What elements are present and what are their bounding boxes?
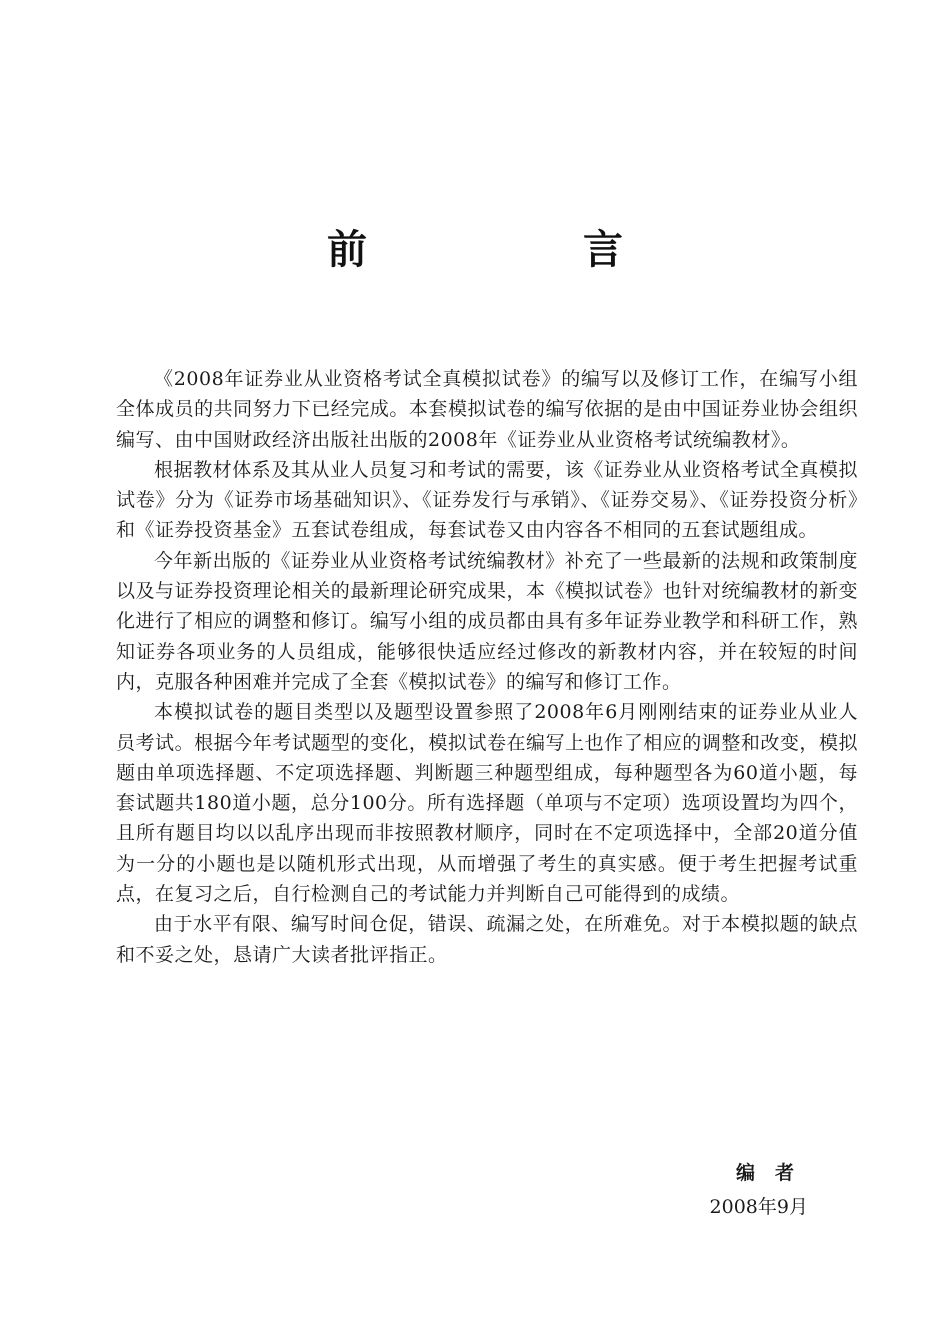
- preface-body: [116, 364, 858, 970]
- paragraph-5: 由于水平有限、编写时间仓促，错误、疏漏之处，在所难免。对于本模拟题的缺点和不妥之处，恳请广大读者批评指正。: [116, 913, 858, 966]
- signature-author: 编者: [735, 1162, 814, 1184]
- paragraph-1: 《2008年证券业从业资格考试全真模拟试卷》的编写以及修订工作，在编写小组全体成员的共同努力下已经完成。本套模拟试卷的编写依据的是由中国证券业协会组织编写、由中国财政经济出版社出版的2008年《证券业从业资格考试统编教材》。: [116, 368, 858, 451]
- paragraph-3: 今年新出版的《证券业从业资格考试统编教材》补充了一些最新的法规和政策制度以及与证券投资理论相关的最新理论研究成果，本《模拟试卷》也针对统编教材的新变化进行了相应的调整和修订。编写小组的成员都由具有多年证券业教学和科研工作，熟知证券各项业务的人员组成，能够很快适应经过修改的新教材内容，并在较短的时间内，克服各种困难并完成了全套《模拟试卷》的编写和修订工作。: [116, 549, 858, 693]
- page-title: 前 言: [327, 227, 711, 273]
- paragraph-4: 本模拟试卷的题目类型以及题型设置参照了2008年6月刚刚结束的证券业从业人员考试。根据今年考试题型的变化，模拟试卷在编写上也作了相应的调整和改变，模拟题由单项选择题、不定项选择题、判断题三种题型组成，每种题型各为60道小题，每套试题共180道小题，总分100分。所有选择题（单项与不定项）选项设置均为四个，且所有题目均以以乱序出现而非按照教材顺序，同时在不定项选择中，全部20道分值为一分的小题也是以随机形式出现，从而增强了考生的真实感。便于考生把握考试重点，在复习之后，自行检测自己的考试能力并判断自己可能得到的成绩。: [116, 701, 858, 906]
- paragraph-2: 根据教材体系及其从业人员复习和考试的需要，该《证券业从业资格考试全真模拟试卷》分为《证券市场基础知识》、《证券发行与承销》、《证券交易》、《证券投资分析》和《证券投资基金》五套试卷组成，每套试卷又由内容各不相同的五套试题组成。: [116, 458, 858, 542]
- signature-block: [660, 1156, 860, 1224]
- signature-date: 2008年9月: [709, 1196, 808, 1218]
